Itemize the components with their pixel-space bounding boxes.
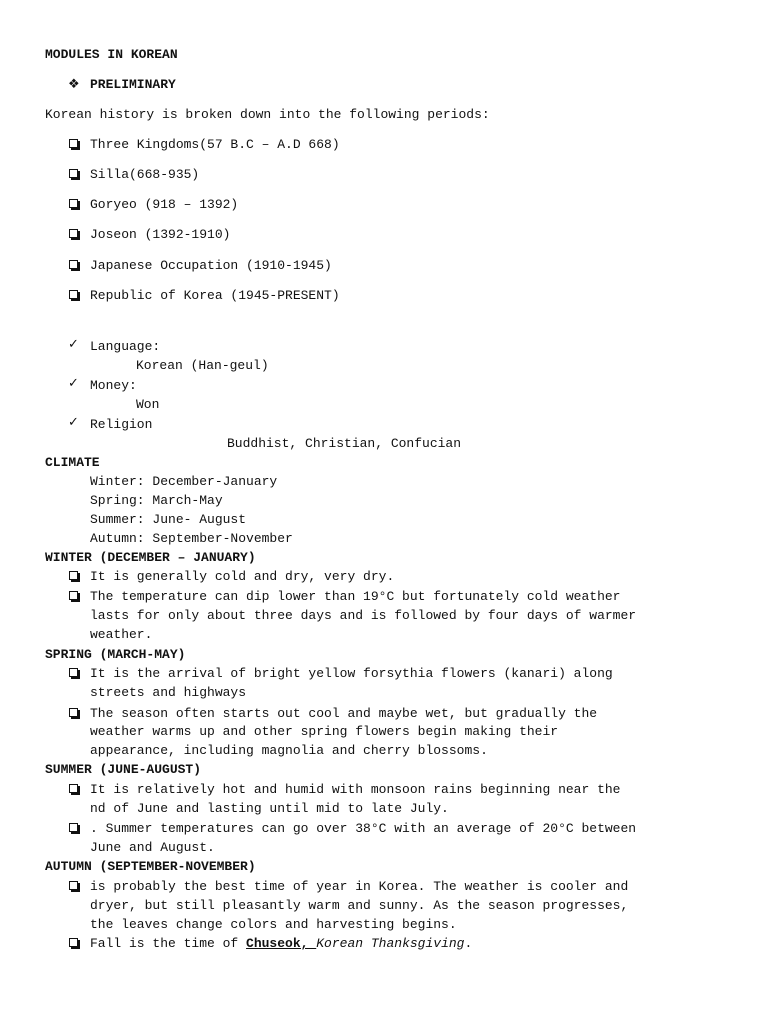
summer-bullet-cont: nd of June and lasting until mid to late July. bbox=[90, 801, 449, 816]
autumn-bullet: is probably the best time of year in Korea. The weather is cooler and bbox=[90, 879, 629, 894]
check-bullet-icon: ✓ bbox=[68, 337, 79, 352]
spring-heading: SPRING (MARCH-MAY) bbox=[45, 647, 186, 662]
period-item: Japanese Occupation (1910-1945) bbox=[90, 258, 332, 273]
spring-bullet-cont: weather warms up and other spring flowers begin making their bbox=[90, 724, 559, 739]
climate-summer: Summer: June- August bbox=[90, 512, 247, 527]
check-bullet-icon: ✓ bbox=[68, 415, 79, 430]
climate-winter: Winter: December-January bbox=[90, 474, 278, 489]
period-item: Joseon (1392-1910) bbox=[90, 227, 231, 242]
korean-thanksgiving-text: Korean Thanksgiving bbox=[316, 936, 465, 951]
checkbox-bullet-icon bbox=[69, 881, 78, 890]
period-item: Goryeo (918 – 1392) bbox=[90, 197, 239, 212]
religion-label: Religion bbox=[90, 417, 153, 432]
climate-autumn: Autumn: September-November bbox=[90, 531, 293, 546]
checkbox-bullet-icon bbox=[69, 290, 78, 299]
autumn-heading: AUTUMN (SEPTEMBER-NOVEMBER) bbox=[45, 859, 256, 874]
money-value: Won bbox=[136, 397, 160, 412]
document-title: MODULES IN KOREAN bbox=[45, 47, 178, 62]
checkbox-bullet-icon bbox=[69, 784, 78, 793]
winter-heading: WINTER (DECEMBER – JANUARY) bbox=[45, 550, 256, 565]
autumn-bullet bbox=[90, 936, 472, 952]
checkbox-bullet-icon bbox=[69, 139, 78, 148]
spring-bullet-cont: appearance, including magnolia and cherry blossoms. bbox=[90, 743, 488, 758]
preliminary-heading: PRELIMINARY bbox=[90, 77, 176, 92]
checkbox-bullet-icon bbox=[69, 708, 78, 717]
checkbox-bullet-icon bbox=[69, 938, 78, 947]
checkbox-bullet-icon bbox=[69, 823, 78, 832]
winter-bullet: It is generally cold and dry, very dry. bbox=[90, 569, 395, 584]
checkbox-bullet-icon bbox=[69, 169, 78, 178]
checkbox-bullet-icon bbox=[69, 668, 78, 677]
spring-bullet-cont: streets and highways bbox=[90, 685, 247, 700]
intro-text: Korean history is broken down into the following periods: bbox=[45, 107, 490, 122]
diamond-bullet-icon: ❖ bbox=[68, 77, 80, 92]
climate-heading: CLIMATE bbox=[45, 455, 100, 470]
summer-heading: SUMMER (JUNE-AUGUST) bbox=[45, 762, 202, 777]
spring-bullet: The season often starts out cool and maybe wet, but gradually the bbox=[90, 706, 598, 721]
spring-bullet: It is the arrival of bright yellow forsythia flowers (kanari) along bbox=[90, 666, 613, 681]
checkbox-bullet-icon bbox=[69, 571, 78, 580]
religion-value: Buddhist, Christian, Confucian bbox=[227, 436, 462, 451]
check-bullet-icon: ✓ bbox=[68, 376, 79, 391]
checkbox-bullet-icon bbox=[69, 591, 78, 600]
language-label: Language: bbox=[90, 339, 161, 354]
summer-bullet-cont: June and August. bbox=[90, 840, 215, 855]
summer-bullet: . Summer temperatures can go over 38°C with an average of 20°C between bbox=[90, 821, 637, 836]
language-value: Korean (Han-geul) bbox=[136, 358, 269, 373]
autumn-bullet-cont: the leaves change colors and harvesting begins. bbox=[90, 917, 457, 932]
autumn-bullet-cont: dryer, but still pleasantly warm and sunny. As the season progresses, bbox=[90, 898, 629, 913]
winter-bullet: The temperature can dip lower than 19°C but fortunately cold weather bbox=[90, 589, 621, 604]
period-item: Three Kingdoms(57 B.C – A.D 668) bbox=[90, 137, 340, 152]
money-label: Money: bbox=[90, 378, 137, 393]
winter-bullet-cont: weather. bbox=[90, 627, 153, 642]
winter-bullet-cont: lasts for only about three days and is followed by four days of warmer bbox=[90, 608, 637, 623]
checkbox-bullet-icon bbox=[69, 199, 78, 208]
period-item: Silla(668-935) bbox=[90, 167, 200, 182]
chuseok-term: Chuseok, bbox=[246, 936, 317, 951]
checkbox-bullet-icon bbox=[69, 260, 78, 269]
autumn-bullet-text: Fall is the time of bbox=[90, 936, 247, 951]
period-item: Republic of Korea (1945-PRESENT) bbox=[90, 288, 340, 303]
checkbox-bullet-icon bbox=[69, 229, 78, 238]
autumn-bullet-end: . bbox=[464, 936, 473, 951]
climate-spring: Spring: March-May bbox=[90, 493, 223, 508]
summer-bullet: It is relatively hot and humid with monsoon rains beginning near the bbox=[90, 782, 621, 797]
